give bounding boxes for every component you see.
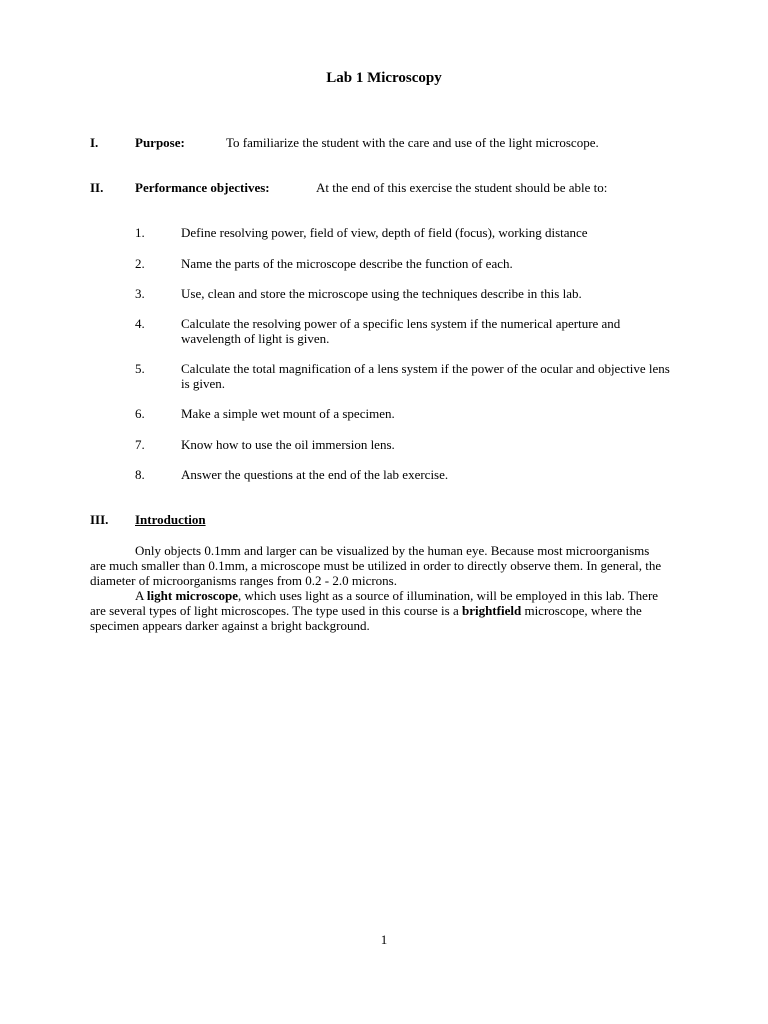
term-light-microscope: light microscope (146, 588, 239, 603)
objective-number: 2. (135, 256, 145, 271)
objective-number: 6. (135, 406, 145, 421)
section-1-heading: Purpose: (135, 135, 185, 150)
section-2-heading: Performance objectives: (135, 180, 270, 195)
objective-text: Know how to use the oil immersion lens. (181, 437, 395, 452)
objective-text: Make a simple wet mount of a specimen. (181, 406, 395, 421)
intro-text: A (135, 588, 147, 603)
intro-text: microscope, where the specimen appears darker against a bright background. (90, 603, 642, 633)
objective-number: 8. (135, 467, 145, 482)
objective-number: 1. (135, 225, 145, 240)
objective-text: Calculate the resolving power of a specific lens system if the numerical aperture and wavelength of light is given. (181, 316, 621, 346)
section-3-numeral: III. (90, 512, 109, 527)
section-2-numeral: II. (90, 180, 104, 195)
objective-text: Answer the questions at the end of the lab exercise. (181, 467, 449, 482)
section-3-heading: Introduction (135, 512, 206, 527)
objective-text: Use, clean and store the microscope using the techniques describe in this lab. (181, 286, 582, 301)
intro-paragraph-2 (90, 588, 662, 633)
objective-text: Calculate the total magnification of a lens system if the power of the ocular and objective lens is given. (181, 361, 670, 391)
section-1-numeral: I. (90, 135, 99, 150)
objective-number: 7. (135, 437, 145, 452)
introduction-body (90, 543, 662, 633)
objective-number: 4. (135, 316, 145, 331)
objective-text: Define resolving power, field of view, depth of field (focus), working distance (181, 225, 588, 240)
intro-text: , which uses light as a source of illumination, will be employed in this lab. There are several types of light microscopes. The type used in this course is a (90, 588, 659, 618)
objective-number: 5. (135, 361, 145, 376)
objective-number: 3. (135, 286, 145, 301)
section-2-text: At the end of this exercise the student should be able to: (316, 180, 608, 195)
term-brightfield: brightfield (461, 603, 522, 618)
section-1-text: To familiarize the student with the care and use of the light microscope. (226, 135, 599, 150)
page-title: Lab 1 Microscopy (326, 70, 442, 86)
intro-paragraph-1: Only objects 0.1mm and larger can be visualized by the human eye. Because most microorganisms are much smaller than 0.1mm, a microscope must be utilized in order to directly observe them. In general, the diameter of microorganisms ranges from 0.2 - 2.0 microns. (90, 543, 662, 588)
objective-text: Name the parts of the microscope describe the function of each. (181, 256, 513, 271)
page-number: 1 (380, 932, 388, 947)
